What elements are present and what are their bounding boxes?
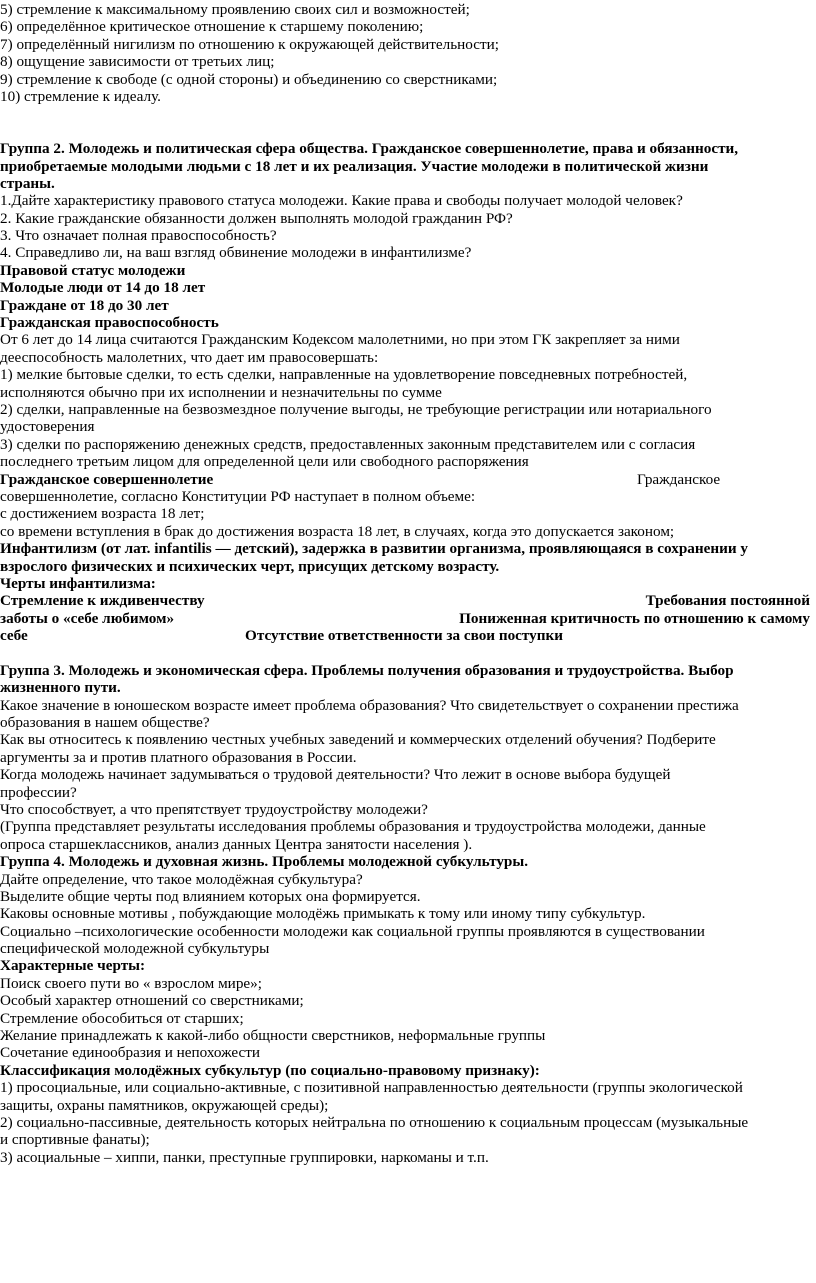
text-line: со времени вступления в брак до достижения возраста 18 лет, в случаях, когда это допускается законом; — [0, 522, 675, 540]
traits-row — [0, 610, 814, 627]
subheading: Гражданское совершеннолетие — [0, 470, 214, 488]
list-item: Желание принадлежать к какой-либо общности сверстников, неформальные группы — [0, 1027, 546, 1045]
list-item: Особый характер отношений со сверстниками; — [0, 992, 304, 1010]
question: 2. Какие гражданские обязанности должен выполнять молодой гражданин РФ? — [0, 209, 513, 227]
list-item: 8) ощущение зависимости от третьих лиц; — [0, 53, 275, 71]
question: 3. Что означает полная правоспособность? — [0, 227, 277, 245]
list-item: 2) социально-пассивные, деятельность которых нейтральна по отношению к социальным процессам (музыкальные — [0, 1114, 749, 1131]
majority-heading-row — [0, 471, 814, 488]
list-item: Сочетание единообразия и непохожести — [0, 1044, 261, 1062]
text-line: Дайте определение, что такое молодёжная субкультура? — [0, 870, 363, 888]
text-line: удостоверения — [0, 418, 95, 436]
trait-item: себе — [0, 627, 28, 645]
document-page — [0, 1, 814, 1166]
subheading: Граждане от 18 до 30 лет — [0, 296, 169, 314]
subheading: Черты инфантилизма: — [0, 574, 156, 592]
subheading: Молодые люди от 14 до 18 лет — [0, 279, 206, 297]
text-line: с достижением возраста 18 лет; — [0, 505, 205, 523]
list-item: Стремление обособиться от старших; — [0, 1009, 244, 1027]
list-item: 5) стремление к максимальному проявлению своих сил и возможностей; — [0, 1, 470, 18]
heading-line: Группа 2. Молодежь и политическая сфера общества. Гражданское совершеннолетие, права и обязанности, — [0, 140, 739, 158]
text-line: (Группа представляет результаты исследования проблемы образования и трудоустройства молодежи, данные — [0, 818, 706, 836]
trait-item: Стремление к иждивенчеству — [0, 592, 205, 610]
group2-heading — [0, 140, 814, 192]
text-line: Выделите общие черты под влиянием которых она формируется. — [0, 887, 421, 905]
heading-line: Группа 4. Молодежь и духовная жизнь. Проблемы молодежной субкультуры. — [0, 853, 529, 871]
text-line: образования в нашем обществе? — [0, 714, 210, 732]
subheading: Характерные черты: — [0, 957, 146, 975]
trait-item: Требования постоянной — [645, 592, 810, 610]
text-line: специфической молодежной субкультуры — [0, 940, 270, 958]
group3-section — [0, 662, 814, 853]
group2-section — [0, 140, 814, 644]
list-item: 3) асоциальные – хиппи, панки, преступные группировки, наркоманы и т.п. — [0, 1148, 489, 1166]
text-line: последнего третьим лицом для определенной цели или свободного распоряжения — [0, 453, 529, 471]
text-line: От 6 лет до 14 лица считаются Гражданским Кодексом малолетними, но при этом ГК закрепляет за ними — [0, 331, 680, 349]
definition-line: взрослого физических и психических черт, присущих детскому возрасту. — [0, 557, 500, 575]
heading-line: приобретаемые молодыми людьми с 18 лет и их реализация. Участие молодежи в политической жизни — [0, 157, 709, 175]
list-item: 10) стремление к идеалу. — [0, 87, 161, 105]
list-item: 6) определённое критическое отношение к старшему поколению; — [0, 18, 424, 36]
trait-item: заботы о «себе любимом» — [0, 609, 175, 627]
text-line: исполняются обычно при их исполнении и незначительны по сумме — [0, 383, 442, 401]
list-item: 7) определённый нигилизм по отношению к окружающей действительности; — [0, 35, 499, 53]
list-item: 1) просоциальные, или социально-активные, с позитивной направленностью деятельности (группы экологической — [0, 1079, 743, 1097]
text-line: Когда молодежь начинает задумываться о трудовой деятельности? Что лежит в основе выбора будущей — [0, 766, 671, 784]
text-line: 3) сделки по распоряжению денежных средств, предоставленных законным представителем или с согласия — [0, 435, 696, 453]
text-line: аргументы за и против платного образования в России. — [0, 748, 357, 766]
definition-line: Инфантилизм (от лат. infantilis — детский), задержка в развитии организма, проявляющаяся в сохранении у — [0, 540, 749, 558]
text-line: Каковы основные мотивы , побуждающие молодёжь примыкать к тому или иному типу субкультур. — [0, 905, 646, 923]
subheading: Гражданская правоспособность — [0, 314, 219, 332]
subheading: Правовой статус молодежи — [0, 261, 186, 279]
trait-item: Отсутствие ответственности за свои поступки — [245, 627, 564, 645]
text-line: Что способствует, а что препятствует трудоустройству молодежи? — [0, 800, 428, 818]
list-item: защиты, охраны памятников, окружающей среды); — [0, 1096, 329, 1114]
text-line: 1) мелкие бытовые сделки, то есть сделки, направленные на удовлетворение повседневных потребностей, — [0, 366, 688, 384]
list-item: 9) стремление к свободе (с одной стороны) и объединению со сверстниками; — [0, 70, 498, 88]
text-line: дееспособность малолетних, что дает им правосовершать: — [0, 348, 379, 366]
question: 1.Дайте характеристику правового статуса молодежи. Какие права и свободы получает молодой человек? — [0, 192, 683, 210]
traits-row — [0, 592, 814, 609]
heading-line: страны. — [0, 174, 55, 192]
text-line: Какое значение в юношеском возрасте имеет проблема образования? Что свидетельствует о сохранении престижа — [0, 696, 739, 714]
text-line: совершеннолетие, согласно Конституции РФ наступает в полном объеме: — [0, 487, 476, 505]
heading-line: Группа 3. Молодежь и экономическая сфера. Проблемы получения образования и трудоустройства. Выбор — [0, 661, 734, 679]
trait-item: Пониженная критичность по отношению к самому — [459, 609, 810, 627]
group4-section — [0, 853, 814, 1166]
subheading: Классификация молодёжных субкультур (по социально-правовому признаку): — [0, 1061, 540, 1079]
question: 4. Справедливо ли, на ваш взгляд обвинение молодежи в инфантилизме? — [0, 244, 472, 262]
heading-line: жизненного пути. — [0, 679, 121, 697]
intro-list — [0, 1, 814, 105]
text-line: профессии? — [0, 783, 77, 801]
list-item: и спортивные фанаты); — [0, 1131, 150, 1149]
text-line: опроса старшеклассников, анализ данных Центра занятости населения ). — [0, 835, 473, 853]
traits-row — [0, 627, 814, 644]
text-fragment: Гражданское — [637, 470, 721, 488]
text-line: 2) сделки, направленные на безвозмездное получение выгоды, не требующие регистрации или нотариального — [0, 400, 712, 418]
text-line: Социально –психологические особенности молодежи как социальной группы проявляются в существовании — [0, 922, 705, 940]
list-item: Поиск своего пути во « взрослом мире»; — [0, 974, 262, 992]
text-line: Как вы относитесь к появлению честных учебных заведений и коммерческих отделений обучения? Подберите — [0, 731, 716, 749]
